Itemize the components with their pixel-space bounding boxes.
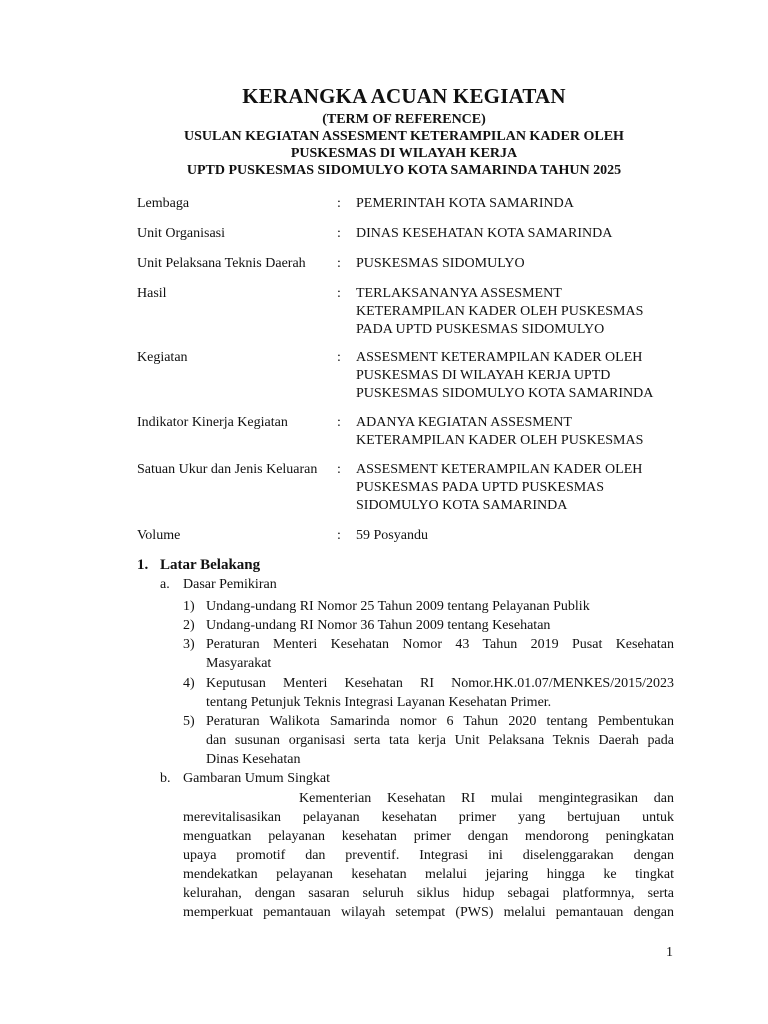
paragraph-line: mendekatkan pelayanan kesehatan melalui jejaring hingga ke tingkat [183,867,674,882]
paragraph-line: kelurahan, dengan sasaran seluruh siklus hidup sebagai platformnya, serta [183,886,674,901]
subtitle-term-of-reference: (TERM OF REFERENCE) [322,112,486,127]
subsection-b-letter: b. [160,771,171,786]
list-item [206,674,674,712]
paragraph-gambaran-umum [183,789,674,922]
section-title: Latar Belakang [160,557,261,573]
section-number: 1. [137,557,149,573]
info-label: Unit Organisasi [137,226,226,241]
subsection-b-title: Gambaran Umum Singkat [183,771,330,786]
list-item [206,616,674,635]
list-item-number: 2) [183,618,195,633]
info-colon: : [337,226,341,241]
info-colon: : [337,286,341,301]
document-title: KERANGKA ACUAN KEGIATAN [242,84,566,108]
info-colon: : [337,462,341,477]
list-item-line: Undang-undang RI Nomor 36 Tahun 2009 tentang Kesehatan [206,618,551,633]
list-item-line: Undang-undang RI Nomor 25 Tahun 2009 tentang Pelayanan Publik [206,599,590,614]
paragraph-line: menguatkan pelayanan kesehatan primer dengan mendorong peningkatan [183,829,674,844]
info-colon: : [337,528,341,543]
info-colon: : [337,196,341,211]
info-value: ASSESMENT KETERAMPILAN KADER OLEH PUSKESMAS PADA UPTD PUSKESMAS SIDOMULYO KOTA SAMARINDA [356,462,643,513]
info-value: 59 Posyandu [356,528,428,543]
info-colon: : [337,415,341,430]
list-item [206,712,674,769]
subtitle-line-1: USULAN KEGIATAN ASSESMENT KETERAMPILAN KADER OLEH [184,129,624,144]
info-label: Unit Pelaksana Teknis Daerah [137,256,306,271]
list-item-number: 1) [183,599,195,614]
info-colon: : [337,256,341,271]
subtitle-line-3: UPTD PUSKESMAS SIDOMULYO KOTA SAMARINDA TAHUN 2025 [186,163,622,178]
list-item-number: 3) [183,637,195,652]
info-label: Hasil [137,286,167,301]
info-value: PEMERINTAH KOTA SAMARINDA [356,196,574,211]
list-item-line: Keputusan Menteri Kesehatan RI Nomor.HK.01.07/MENKES/2015/2023 [206,676,674,691]
info-label: Satuan Ukur dan Jenis Keluaran [137,462,318,477]
list-item-line: Masyarakat [206,656,272,671]
info-label: Kegiatan [137,350,188,365]
info-label: Lembaga [137,196,190,211]
info-value: ADANYA KEGIATAN ASSESMENT KETERAMPILAN KADER OLEH PUSKESMAS [356,415,644,448]
info-value: DINAS KESEHATAN KOTA SAMARINDA [356,226,613,241]
list-item [206,597,674,616]
subsection-a-letter: a. [160,577,170,592]
page-number: 1 [666,945,673,960]
info-label: Volume [137,528,181,543]
paragraph-line: merevitalisasikan pelayanan kesehatan primer yang bertujuan untuk [183,810,674,825]
list-item-line: Peraturan Menteri Kesehatan Nomor 43 Tahun 2019 Pusat Kesehatan [206,637,674,652]
info-value: PUSKESMAS SIDOMULYO [356,256,525,271]
info-label: Indikator Kinerja Kegiatan [137,415,288,430]
paragraph-line: upaya promotif dan preventif. Integrasi ini diselenggarakan dengan [183,848,674,863]
info-colon: : [337,350,341,365]
list-item-number: 5) [183,714,195,729]
list-item-number: 4) [183,676,195,691]
list-item-line: tentang Petunjuk Teknis Integrasi Layanan Kesehatan Primer. [206,695,552,710]
info-value: TERLAKSANANYA ASSESMENT KETERAMPILAN KADER OLEH PUSKESMAS PADA UPTD PUSKESMAS SIDOMULYO [356,286,644,337]
list-item-line: Peraturan Walikota Samarinda nomor 6 Tahun 2020 tentang Pembentukan [206,714,674,729]
list-item-line: Dinas Kesehatan [206,752,301,767]
subtitle-line-2: PUSKESMAS DI WILAYAH KERJA [290,146,518,161]
subsection-a-title: Dasar Pemikiran [183,577,277,592]
paragraph-line: Kementerian Kesehatan RI mulai mengintegrasikan dan [299,791,674,806]
info-value: ASSESMENT KETERAMPILAN KADER OLEH PUSKESMAS DI WILAYAH KERJA UPTD PUSKESMAS SIDOMULYO KOTA SAMARINDA [356,350,654,401]
list-item-line: dan susunan organisasi serta tata kerja Unit Pelaksana Teknis Daerah pada [206,733,674,748]
paragraph-line: memperkuat pemantauan wilayah setempat (PWS) melalui pemantauan dengan [183,905,674,920]
list-item [206,635,674,673]
